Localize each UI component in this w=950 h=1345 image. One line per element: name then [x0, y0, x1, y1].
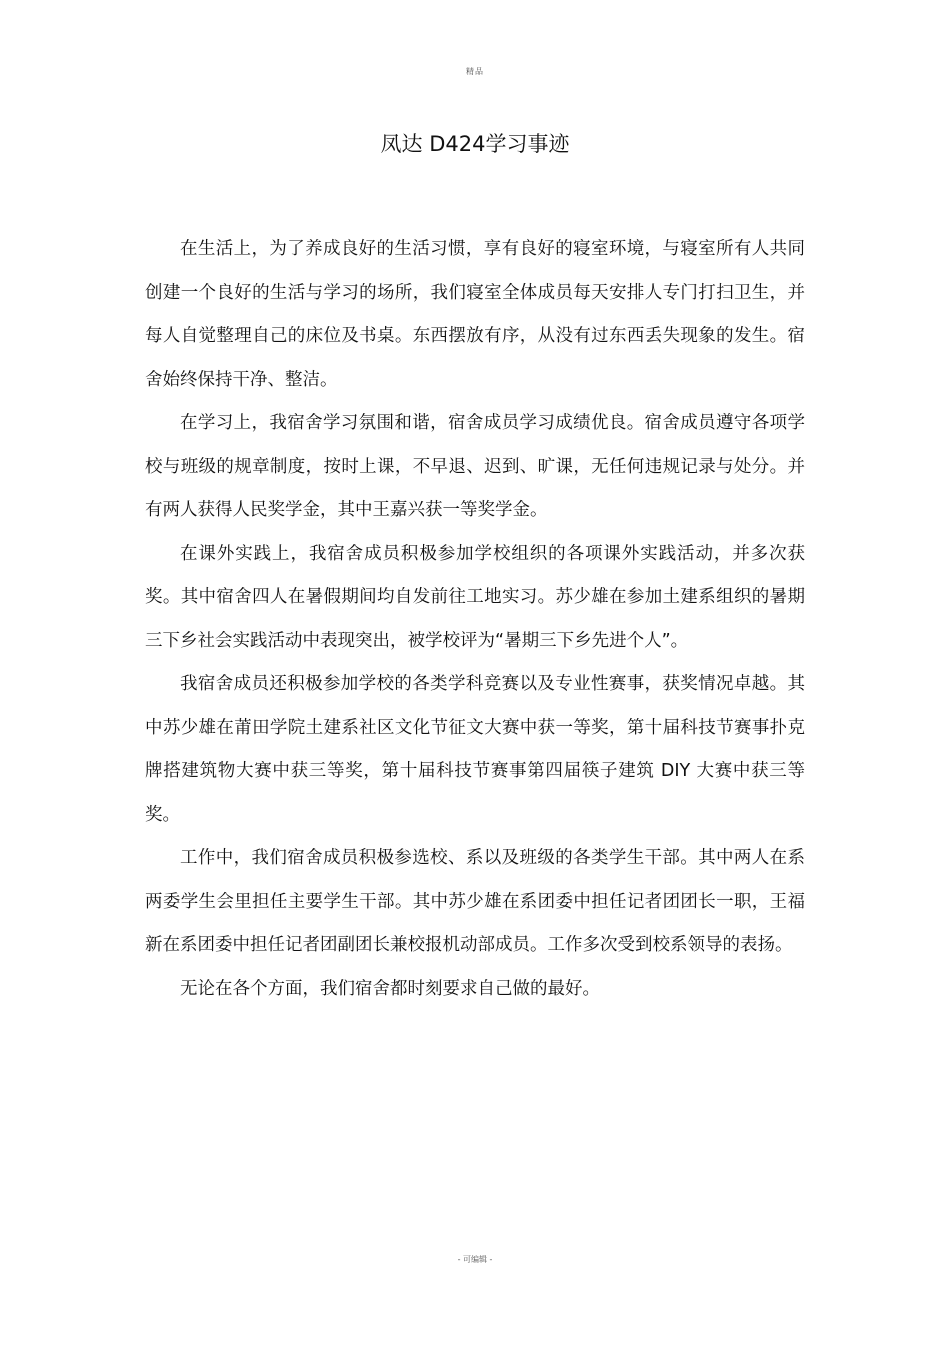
paragraph-practice: 在课外实践上，我宿舍成员积极参加学校组织的各项课外实践活动，并多次获奖。其中宿舍四人在暑假期间均自发前往工地实习。苏少雄在参加土建系组织的暑期三下乡社会实践活动中表现突出，被学校评为“暑期三下乡先进个人”。 — [145, 543, 805, 651]
header-mark: 精品 — [466, 67, 484, 76]
paragraph-life: 在生活上，为了养成良好的生活习惯，享有良好的寝室环境，与寝室所有人共同创建一个良好的生活与学习的场所，我们寝室全体成员每天安排人专门打扫卫生，并每人自觉整理自己的床位及书桌。东西摆放有序，从没有过东西丢失现象的发生。宿舍始终保持干净、整洁。 — [145, 239, 805, 390]
paragraph-competitions: 我宿舍成员还积极参加学校的各类学科竞赛以及专业性赛事，获奖情况卓越。其中苏少雄在莆田学院土建系社区文化节征文大赛中获一等奖，第十届科技节赛事扑克牌搭建筑物大赛中获三等奖，第十届科技节赛事第四届筷子建筑 DIY 大赛中获三等奖。 — [145, 674, 805, 825]
paragraph-study: 在学习上，我宿舍学习氛围和谐，宿舍成员学习成绩优良。宿舍成员遵守各项学校与班级的规章制度，按时上课，不早退、迟到、旷课，无任何违规记录与处分。并有两人获得人民奖学金，其中王嘉兴获一等奖学金。 — [145, 413, 805, 520]
footer-mark: - 可编辑 - — [457, 1255, 493, 1264]
document-title: 凤达 D424学习事迹 — [380, 132, 570, 156]
paragraph-conclusion: 无论在各个方面，我们宿舍都时刻要求自己做的最好。 — [180, 978, 600, 999]
paragraph-work: 工作中，我们宿舍成员积极参选校、系以及班级的各类学生干部。其中两人在系两委学生会里担任主要学生干部。其中苏少雄在系团委中担任记者团团长一职，王福新在系团委中担任记者团副团长兼校报机动部成员。工作多次受到校系领导的表扬。 — [145, 848, 805, 955]
document-body — [145, 228, 805, 1011]
